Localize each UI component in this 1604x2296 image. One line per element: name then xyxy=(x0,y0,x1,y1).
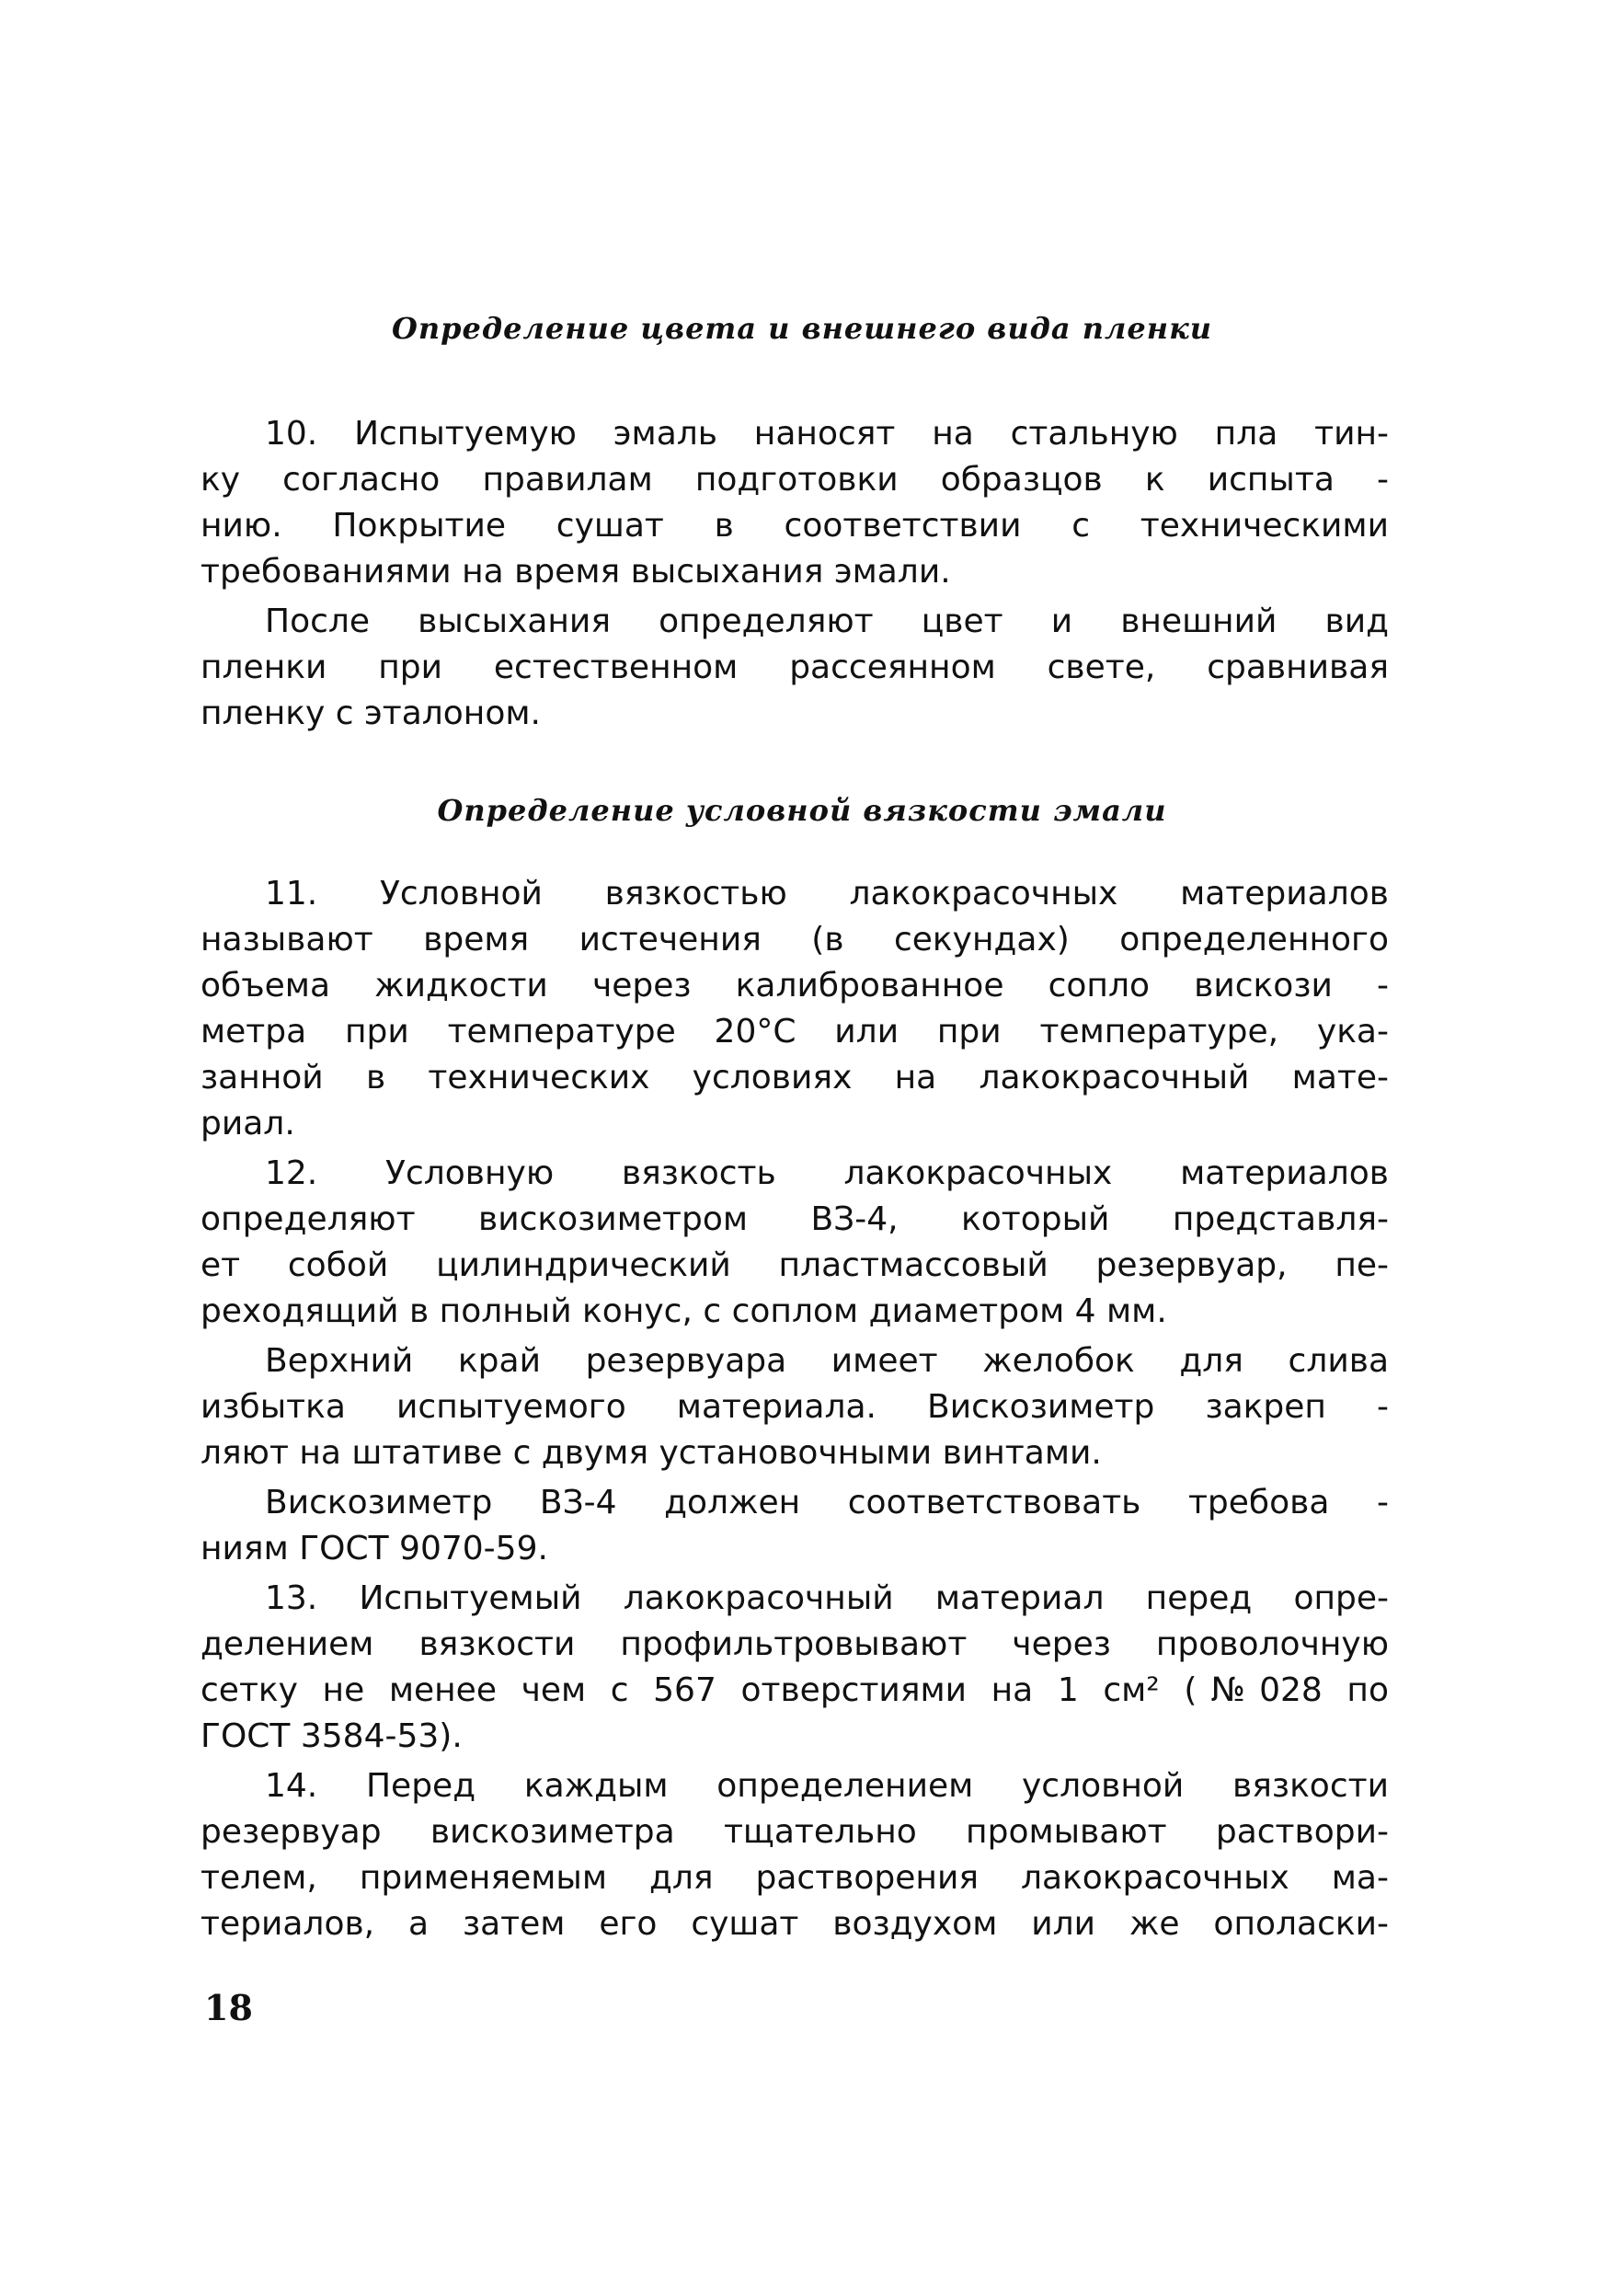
text-line: реходящий в полный конус, с соплом диаметром 4 мм. xyxy=(200,1292,1167,1330)
text-line: 10. Испытуемую эмаль наносят на стальную пла тин- xyxy=(265,415,1389,453)
text-line: объема жидкости через калиброванное сопло вискози - xyxy=(200,967,1389,1004)
text-line: нию. Покрытие сушат в соответствии с техническими xyxy=(200,507,1389,545)
paragraph-10 xyxy=(200,411,1389,595)
text-line: определяют вискозиметром ВЗ-4, который представля- xyxy=(200,1200,1389,1238)
paragraph-viscometer-standard xyxy=(200,1480,1389,1572)
paragraph-12 xyxy=(200,1151,1389,1335)
section-heading-viscosity: Определение условной вязкости эмали xyxy=(437,793,1167,828)
text-line: сетку не менее чем с 567 отверстиями на 1 см² (№028 по xyxy=(200,1671,1389,1709)
section-heading-color-appearance: Определение цвета и внешнего вида пленки xyxy=(391,311,1212,346)
text-line: требованиями на время высыхания эмали. xyxy=(200,553,951,591)
text-line: 13. Испытуемый лакокрасочный материал перед опре- xyxy=(265,1579,1389,1617)
text-line: После высыхания определяют цвет и внешний вид xyxy=(265,603,1389,640)
text-line: называют время истечения (в секундах) определенного xyxy=(200,921,1389,959)
page-number: 18 xyxy=(204,1987,253,2028)
text-line: ку согласно правилам подготовки образцов к испыта - xyxy=(200,461,1389,499)
text-line: 14. Перед каждым определением условной вязкости xyxy=(265,1767,1389,1805)
paragraph-11 xyxy=(200,871,1389,1147)
text-line: телем, применяемым для растворения лакокрасочных ма- xyxy=(200,1859,1389,1897)
text-line: териалов, а затем его сушат воздухом или же ополаски- xyxy=(200,1905,1389,1943)
text-line: ляют на штативе с двумя установочными винтами. xyxy=(200,1434,1102,1472)
paragraph-after-drying xyxy=(200,599,1389,737)
text-line: метра при температуре 20°С или при температуре, ука- xyxy=(200,1013,1389,1050)
text-line: пленку с эталоном. xyxy=(200,695,541,732)
paragraph-upper-edge xyxy=(200,1338,1389,1476)
text-line: 12. Условную вязкость лакокрасочных материалов xyxy=(265,1154,1389,1192)
text-line: Вискозиметр ВЗ-4 должен соответствовать требова - xyxy=(265,1484,1389,1521)
text-line: ГОСТ 3584-53). xyxy=(200,1717,463,1755)
text-line: Верхний край резервуара имеет желобок для слива xyxy=(265,1342,1389,1380)
text-line: 11. Условной вязкостью лакокрасочных материалов xyxy=(265,875,1389,913)
paragraph-13 xyxy=(200,1576,1389,1760)
text-line: делением вязкости профильтровывают через проволочную xyxy=(200,1625,1389,1663)
text-line: занной в технических условиях на лакокрасочный мате- xyxy=(200,1059,1389,1096)
section-body-viscosity xyxy=(200,871,1389,1951)
text-line: резервуар вискозиметра тщательно промывают раствори- xyxy=(200,1813,1389,1851)
text-line: избытка испытуемого материала. Вискозиметр закреп - xyxy=(200,1388,1389,1426)
text-line: риал. xyxy=(200,1105,295,1142)
section-body-color-appearance xyxy=(200,411,1389,740)
paragraph-14 xyxy=(200,1763,1389,1947)
text-line: ниям ГОСТ 9070-59. xyxy=(200,1530,548,1567)
text-line: пленки при естественном рассеянном свете, сравнивая xyxy=(200,649,1389,686)
text-line: ет собой цилиндрический пластмассовый резервуар, пе- xyxy=(200,1246,1389,1284)
